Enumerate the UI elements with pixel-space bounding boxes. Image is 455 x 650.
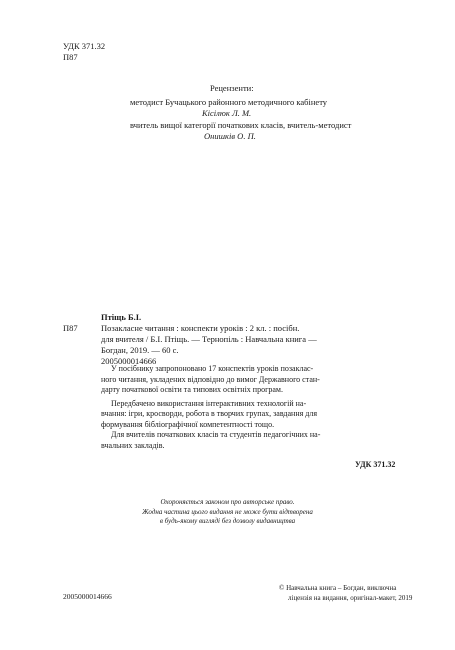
- publisher-line: ліцензія на видання, оригінал-макет, 2019: [288, 593, 413, 602]
- bib-line: Позакласне читання : конспекти уроків : 2 кл. : посібн.: [101, 323, 300, 333]
- bibliographic-description: [101, 323, 395, 367]
- annotation-line: формування бібліографічної компетентності тощо.: [101, 419, 275, 429]
- udk-header: [63, 41, 105, 63]
- bib-line: Богдан, 2019. — 60 с.: [101, 345, 179, 355]
- bib-line: для вчителя / Б.І. Птіщь. — Тернопіль : Навчальна книга —: [101, 334, 317, 344]
- copyright-notice: [0, 498, 455, 527]
- reviewer-2-role: вчитель вищої категорії початкових класів, вчитель-методист: [130, 120, 352, 130]
- isbn-number: 2005000014666: [63, 592, 112, 601]
- udk-code: УДК 371.32: [63, 41, 106, 51]
- copyright-line: Охороняється законом про авторське право.: [160, 498, 295, 506]
- annotation-line: вчання: ігри, кросворди, робота в творчих групах, завдання для: [101, 409, 318, 418]
- annotation-line: У посібнику запропоновано 17 конспектів уроків позаклас-: [111, 364, 314, 373]
- book-author: Птіщь Б.І.: [101, 312, 142, 322]
- annotation-line: ного читання, укладених відповідно до вимог Державного стан-: [101, 374, 320, 384]
- reviewers-heading: Рецензенти:: [210, 83, 254, 93]
- publisher-line: © Навчальна книга – Богдан, виключна: [279, 584, 397, 592]
- copyright-line: Жодна частина цього видання не може бути відтворена: [142, 507, 313, 516]
- annotation-line: дарту початкової освіти та типових освітніх програм.: [101, 385, 283, 394]
- reviewer-1-name: Кісілюк Л. М.: [202, 108, 252, 118]
- annotation-line: вчальних закладів.: [101, 440, 165, 450]
- bib-isbn: 2005000014666: [101, 356, 157, 366]
- annotation-line: Для вчителів початкових класів та студентів педагогічних на-: [111, 430, 321, 439]
- reviewer-2-name: Онишків О. П.: [204, 131, 256, 141]
- copyright-line: в будь-якому вигляді без дозволу видавництва: [159, 517, 296, 525]
- annotation-line: Передбачено використання інтерактивних технологій на-: [111, 398, 307, 408]
- annotation: [101, 364, 395, 451]
- call-number: П87: [63, 323, 78, 333]
- publisher-notice: [279, 584, 412, 603]
- call-number-top: П87: [63, 52, 78, 62]
- reviewer-1-role: методист Бучацького районного методичного кабінету: [130, 97, 328, 107]
- udk-footer: УДК 371.32: [355, 460, 396, 469]
